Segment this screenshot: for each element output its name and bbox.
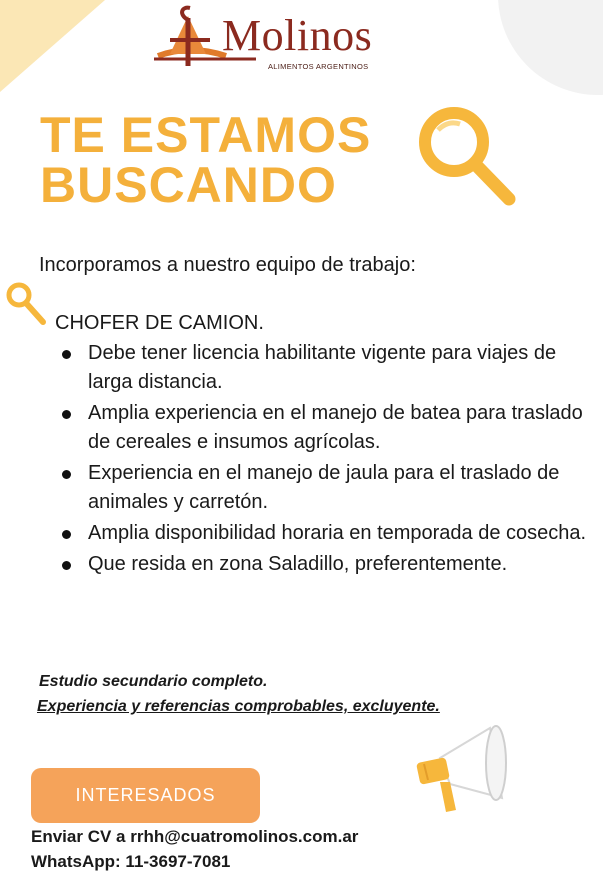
interested-button[interactable]: INTERESADOS [31,768,260,823]
list-item [60,339,600,397]
corner-decoration [0,0,110,95]
contact-whatsapp: WhatsApp: 11-3697-7081 [31,852,231,871]
list-item [60,519,600,548]
list-item [60,459,600,517]
requirement-text: Amplia disponibilidad horaria en temporada de cosecha. [88,522,587,544]
bullet-icon [62,470,71,479]
list-item [60,399,600,457]
bullet-icon [62,410,71,419]
requirement-text: Amplia experiencia en el manejo de batea para traslado de cereales e insumos agrícolas. [88,402,583,453]
brand-tagline: ALIMENTOS ARGENTINOS [268,62,369,71]
magnifying-glass-small-icon [2,278,52,328]
bullet-icon [62,530,71,539]
intro-text: Incorporamos a nuestro equipo de trabajo: [39,254,416,276]
requirement-text: Que resida en zona Saladillo, preferentemente. [88,553,508,575]
brand-logo [148,4,418,74]
corner-circle-decoration [433,0,603,95]
bullet-icon [62,350,71,359]
magnifying-glass-icon [410,100,525,215]
headline-line-1: TE ESTAMOS [40,107,372,163]
contact-email: Enviar CV a rrhh@cuatromolinos.com.ar [31,827,359,846]
brand-wordmark: Molinos [222,11,373,60]
job-role: CHOFER DE CAMION. [55,312,264,334]
requirement-text: Debe tener licencia habilitante vigente para viajes de larga distancia. [88,342,557,393]
requirement-text: Experiencia en el manejo de jaula para el traslado de animales y carretón. [88,462,560,513]
list-item [60,550,600,579]
requirements-list [60,339,600,581]
references-note: Experiencia y referencias comprobables, excluyente. [37,698,440,715]
headline-line-2: BUSCANDO [40,157,337,213]
megaphone-icon [410,712,515,827]
bullet-icon [62,561,71,570]
education-note: Estudio secundario completo. [39,673,268,690]
